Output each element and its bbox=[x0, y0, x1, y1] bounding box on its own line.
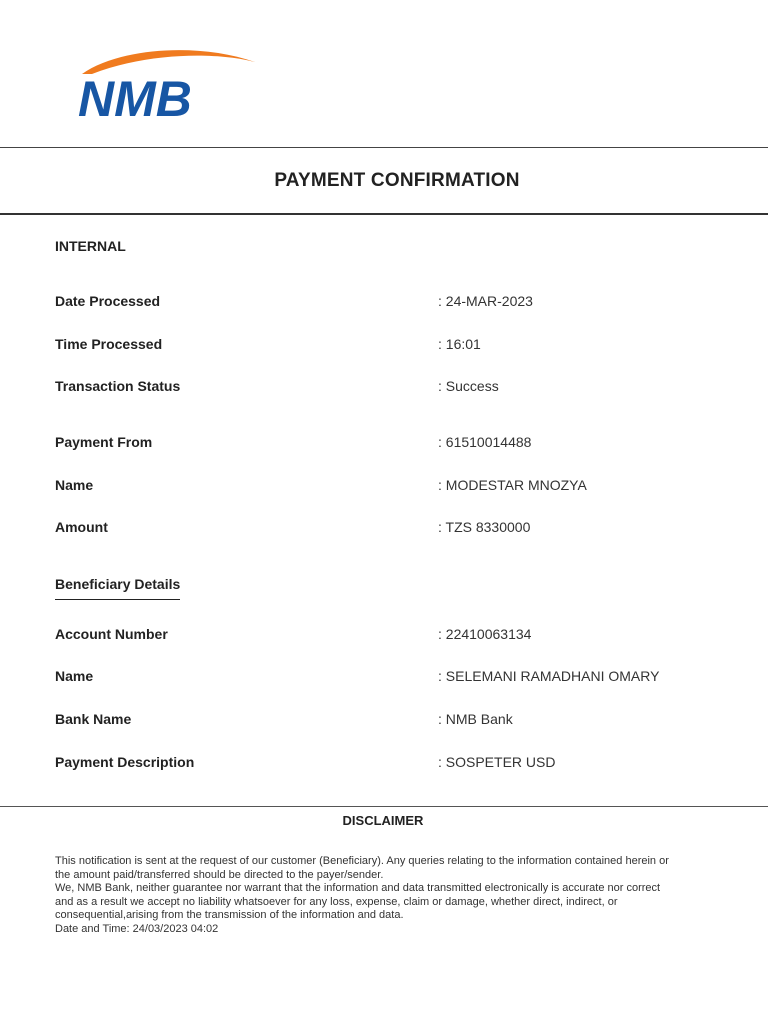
row-value: : 24-MAR-2023 bbox=[438, 293, 533, 309]
row-amount bbox=[0, 519, 768, 539]
logo-text: NMB bbox=[78, 71, 192, 124]
disclaimer-line: and as a result we accept no liability whatsoever for any loss, expense, claim or damage, whether direct, indirect, or bbox=[55, 895, 618, 908]
row-value: : 22410063134 bbox=[438, 626, 532, 642]
disclaimer-datetime: Date and Time: 24/03/2023 04:02 bbox=[55, 922, 219, 935]
disclaimer-title: DISCLAIMER bbox=[342, 813, 424, 828]
row-label: Account Number bbox=[55, 626, 168, 642]
row-beneficiary-name bbox=[0, 668, 768, 688]
disclaimer-divider bbox=[0, 806, 768, 807]
row-value: : SELEMANI RAMADHANI OMARY bbox=[438, 668, 660, 684]
row-bank-name bbox=[0, 711, 768, 731]
row-label: Date Processed bbox=[55, 293, 161, 309]
row-label: Name bbox=[55, 668, 94, 684]
row-value: : TZS 8330000 bbox=[438, 519, 531, 535]
row-label: Bank Name bbox=[55, 711, 132, 727]
document-title: PAYMENT CONFIRMATION bbox=[274, 170, 520, 191]
row-label: Name bbox=[55, 477, 94, 493]
top-divider bbox=[0, 147, 768, 148]
disclaimer-line: the amount paid/transferred should be directed to the payer/sender. bbox=[55, 868, 384, 881]
section-beneficiary-label: Beneficiary Details bbox=[55, 576, 180, 600]
row-value: : 16:01 bbox=[438, 336, 481, 352]
nmb-logo-graphic bbox=[78, 44, 258, 124]
nmb-logo bbox=[78, 44, 258, 124]
row-label: Time Processed bbox=[55, 336, 163, 352]
row-date-processed bbox=[0, 293, 768, 313]
row-value: : SOSPETER USD bbox=[438, 754, 556, 770]
disclaimer-line: consequential,arising from the transmission of the information and data. bbox=[55, 909, 404, 922]
row-label: Transaction Status bbox=[55, 378, 181, 394]
row-account-number bbox=[0, 626, 768, 646]
row-label: Payment From bbox=[55, 434, 153, 450]
disclaimer-text bbox=[55, 855, 725, 937]
row-payment-description bbox=[0, 754, 768, 774]
row-time-processed bbox=[0, 336, 768, 356]
row-value: : NMB Bank bbox=[438, 711, 513, 727]
row-payment-from bbox=[0, 434, 768, 454]
row-label: Payment Description bbox=[55, 754, 195, 770]
row-payer-name bbox=[0, 477, 768, 497]
row-value: : 61510014488 bbox=[438, 434, 532, 450]
section-internal-label: INTERNAL bbox=[55, 238, 126, 254]
title-divider bbox=[0, 213, 768, 215]
row-value: : MODESTAR MNOZYA bbox=[438, 477, 587, 493]
disclaimer-line: This notification is sent at the request of our customer (Beneficiary). Any queries relating to the information contained herein or bbox=[55, 855, 669, 867]
row-value: : Success bbox=[438, 378, 499, 394]
row-label: Amount bbox=[55, 519, 108, 535]
row-transaction-status bbox=[0, 378, 768, 398]
disclaimer-line: We, NMB Bank, neither guarantee nor warrant that the information and data transmitted electronically is accurate nor correct bbox=[55, 882, 661, 895]
